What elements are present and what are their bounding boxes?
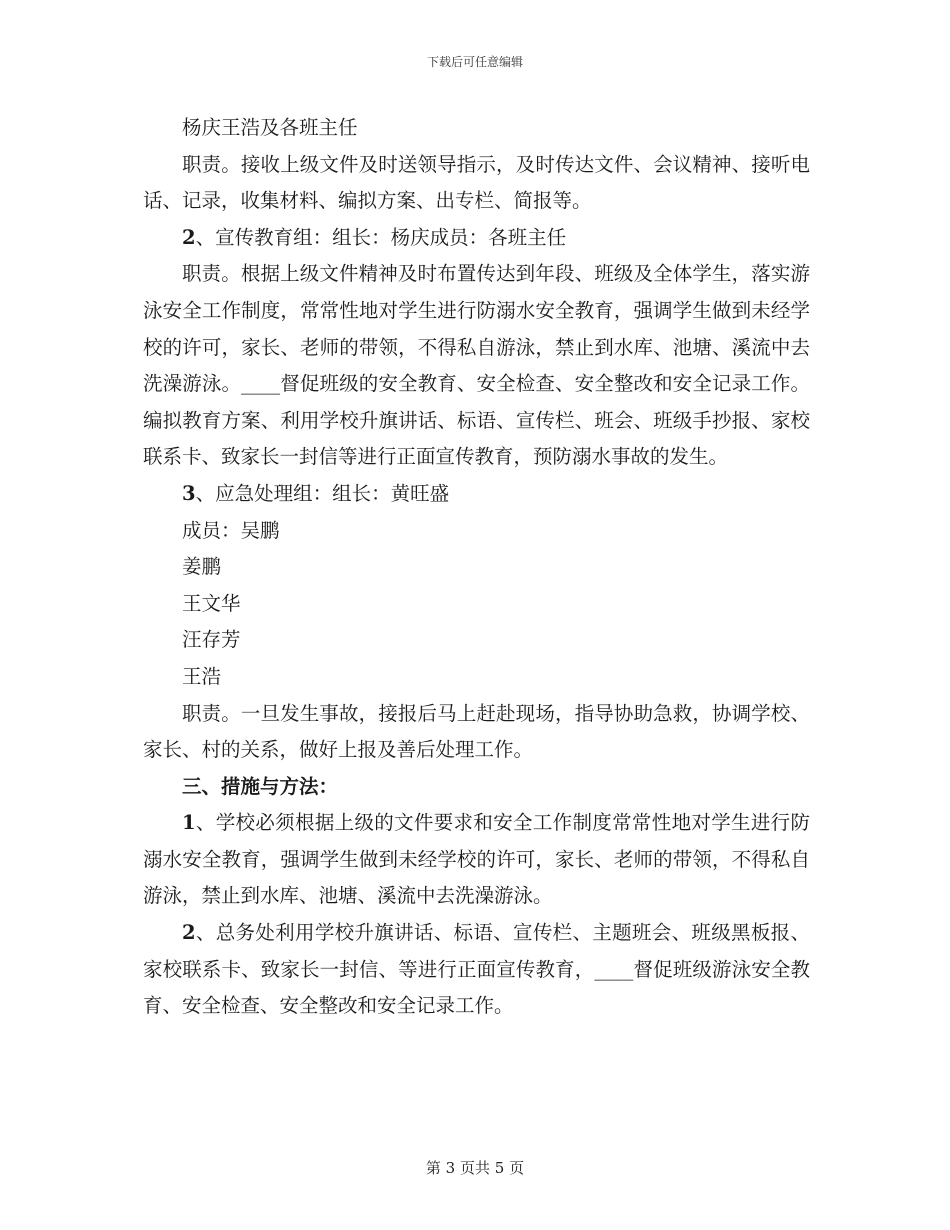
staff-line: 杨庆王浩及各班主任 — [182, 116, 358, 139]
page-number-footer: 第 3 页共 5 页 — [425, 1159, 525, 1177]
member-line: 王浩 — [182, 664, 222, 688]
member-line: 汪存芳 — [182, 628, 241, 652]
group2-text: 、宣传教育组：组长：杨庆成员：各班主任 — [195, 225, 567, 249]
measure2-paragraph — [143, 915, 810, 1025]
measure1-text: 、学校必须根据上级的文件要求和安全工作制度常常性地对学生进行防溺水安全教育，强调学生做到未经学校的许可，家长、老师的带领，不得私自游泳，禁止到水库、池塘、溪流中去洗澡游泳。 — [143, 811, 810, 908]
duty-emergency-paragraph: 职责。一旦发生事故，接报后马上赶赴现场，指导协助急救，协调学校、家长、村的关系，做好上报及善后处理工作。 — [143, 701, 810, 762]
group3-number: 3 — [182, 481, 196, 505]
duty-office-paragraph: 职责。接收上级文件及时送领导指示，及时传达文件、会议精神、接听电话、记录，收集材料、编拟方案、出专栏、简报等。 — [143, 152, 810, 213]
measure1-paragraph — [143, 805, 810, 915]
group3-heading — [143, 476, 810, 513]
measure2-text: 、总务处利用学校升旗讲话、标语、宣传栏、主题班会、班级黑板报、家校联系卡、致家长一封信、等进行正面宣传教育，____督促班级游泳安全教育、安全检查、安全整改和安全记录工作。 — [143, 921, 810, 1018]
group2-number: 2 — [182, 225, 196, 249]
member-line: 王文华 — [182, 591, 241, 615]
measure2-number: 2 — [182, 921, 196, 945]
document-body — [143, 110, 810, 1025]
section3-heading: 三、措施与方法： — [182, 774, 339, 798]
member-line: 成员：吴鹏 — [182, 518, 280, 542]
duty-publicity-paragraph: 职责。根据上级文件精神及时布置传达到年段、班级及全体学生，落实游泳安全工作制度，常常性地对学生进行防溺水安全教育，强调学生做到未经学校的许可，家长、老师的带领，不得私自游泳，禁止到水库、池塘、溪流中去洗澡游泳。____督促班级的安全教育、安全检查、安全整改和安全记录工作。编拟教育方案、利用学校升旗讲话、标语、宣传栏、班会、班级手抄报、家校联系卡、致家长一封信等进行正面宣传教育，预防溺水事故的发生。 — [143, 262, 810, 469]
measure1-number: 1 — [182, 811, 196, 835]
member-line: 姜鹏 — [182, 555, 222, 579]
page-header-note: 下载后可任意编辑 — [426, 55, 523, 69]
group3-text: 、应急处理组：组长：黄旺盛 — [195, 481, 450, 505]
group2-heading — [143, 220, 810, 257]
